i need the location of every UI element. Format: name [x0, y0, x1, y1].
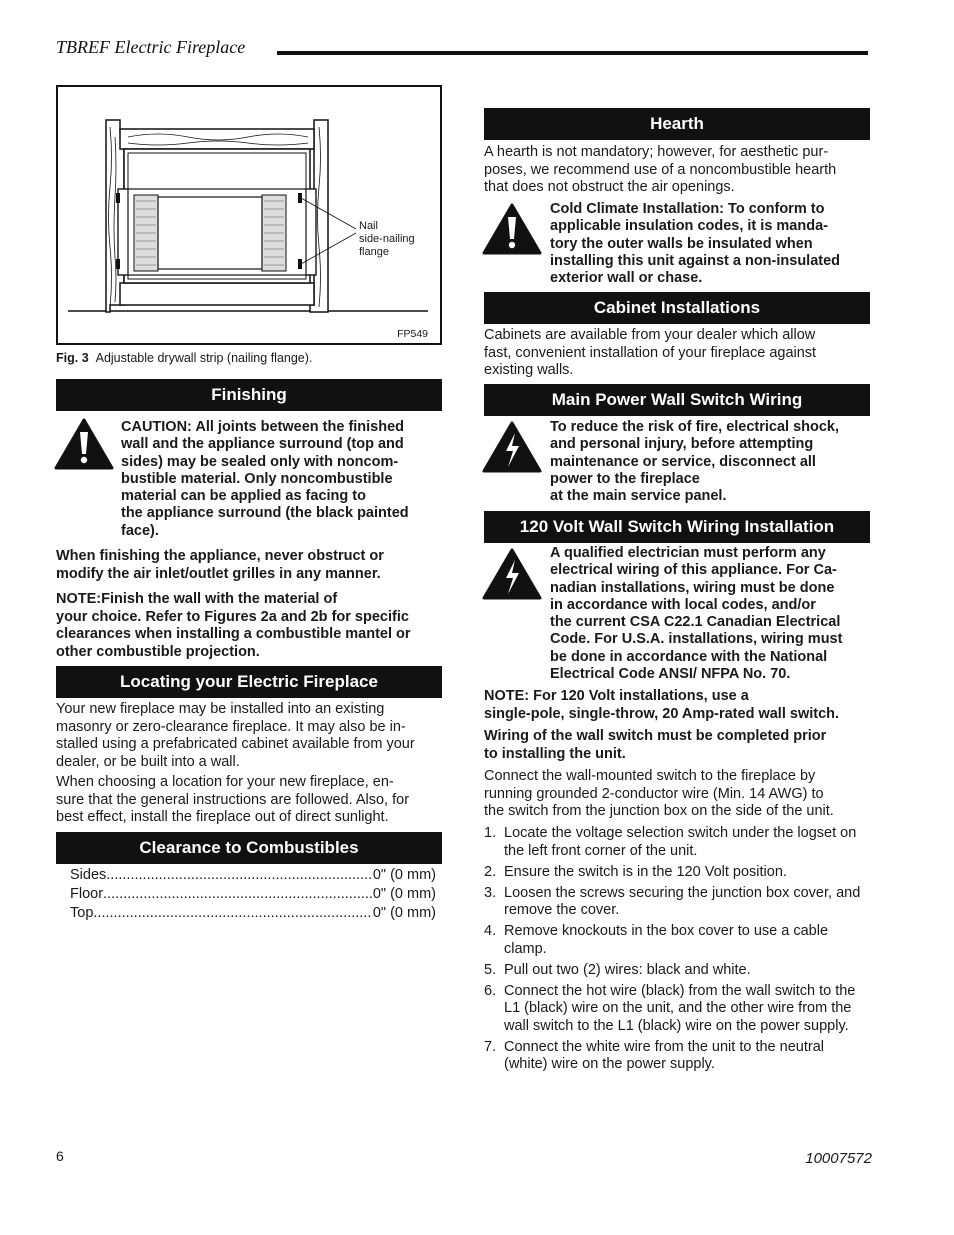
volt120-wiring-note: Wiring of the wall switch must be completed prior to installing the unit.	[484, 728, 827, 762]
nail-flange-label: Nail side-nailing flange	[359, 220, 415, 258]
main-power-heading: Main Power Wall Switch Wiring	[484, 384, 870, 416]
electrician-warning-icon	[482, 548, 542, 600]
figure-code: FP549	[397, 328, 428, 340]
figure-caption: Fig. 3 Adjustable drywall strip (nailing flange).	[56, 351, 313, 365]
volt120-note: NOTE: For 120 Volt installations, use a single-pole, single-throw, 20 Amp-rated wall switch.	[484, 688, 840, 722]
page-number: 6	[56, 1148, 64, 1164]
list-item: 3. Loosen the screws securing the junction box cover, and remove the cover.	[484, 884, 861, 918]
clearance-heading: Clearance to Combustibles	[56, 832, 442, 864]
hearth-heading: Hearth	[484, 108, 870, 140]
list-item: 2. Ensure the switch is in the 120 Volt position.	[484, 863, 787, 880]
finishing-note: NOTE:Finish the wall with the material of your choice. Refer to Figures 2a and 2b for specific clearances when installing a combustible mantel or other combustible projection.	[56, 591, 411, 660]
locating-para2: When choosing a location for your new fireplace, en- sure that the general instructions are followed. Also, for best effect, install the fireplace out of direct sunlight.	[56, 774, 410, 825]
main-power-warning-text: To reduce the risk of fire, electrical shock, and personal injury, before attempting maintenance or service, disconnect all power to the fireplace at the main service panel.	[550, 419, 840, 505]
volt120-warning-text: A qualified electrician must perform any electrical wiring of this appliance. For Ca- nadian installations, wiring must be done in accordance with local codes, and/or the current CSA C22.1 Canadian Electrical Code. For U.S.A. installations, wiring must be done in accordance with the National Electrical Code ANSI/ NFPA No. 70.	[550, 545, 843, 683]
finishing-heading: Finishing	[56, 379, 442, 411]
locating-heading: Locating your Electric Fireplace	[56, 666, 442, 698]
wiring-steps-list	[484, 825, 870, 1077]
clearance-row-sides: Sides ..... 0" (0 mm)	[70, 867, 436, 883]
list-item: 1. Locate the voltage selection switch under the logset on the left front corner of the unit.	[484, 825, 857, 859]
document-title: TBREF Electric Fireplace	[56, 37, 246, 57]
list-item: 7. Connect the white wire from the unit to the neutral (white) wire on the power supply.	[484, 1038, 824, 1072]
caution-warning-icon	[54, 418, 114, 470]
electrical-shock-warning-icon	[482, 421, 542, 473]
clearance-row-top: Top ..... 0" (0 mm)	[70, 905, 436, 921]
list-item: 4. Remove knockouts in the box cover to use a cable clamp.	[484, 923, 829, 957]
volt120-heading: 120 Volt Wall Switch Wiring Installation	[484, 511, 870, 543]
cold-climate-warning-icon	[482, 203, 542, 255]
clearance-row-floor: Floor ..... 0" (0 mm)	[70, 886, 436, 902]
hearth-para: A hearth is not mandatory; however, for aesthetic pur- poses, we recommend use of a noncombustible hearth that does not obstruct the air openings.	[484, 144, 837, 195]
hearth-warning-text: Cold Climate Installation: To conform to applicable insulation codes, it is manda- tory the outer walls be insulated when installing this unit against a non-insulated exterior wall or chase.	[550, 201, 841, 287]
fireplace-nailing-flange-diagram	[58, 87, 440, 343]
figure-box	[56, 85, 442, 345]
volt120-para: Connect the wall-mounted switch to the fireplace by running grounded 2-conductor wire (Min. 14 AWG) to the switch from the junction box on the side of the unit.	[484, 768, 834, 819]
locating-para1: Your new fireplace may be installed into an existing masonry or zero-clearance fireplace. It may also be in- stalled using a prefabricated cabinet available from your dealer, or be built into a wall.	[56, 701, 415, 770]
header-rule	[277, 51, 868, 55]
list-item: 6. Connect the hot wire (black) from the wall switch to the L1 (black) wire on the unit, and the other wire from the wall switch to the L1 (black) wire on the power supply.	[484, 982, 856, 1034]
cabinet-heading: Cabinet Installations	[484, 292, 870, 324]
document-number: 10007572	[805, 1150, 872, 1167]
cabinet-para: Cabinets are available from your dealer which allow fast, convenient installation of your fireplace against existing walls.	[484, 327, 817, 378]
finishing-caution-text: CAUTION: All joints between the finished wall and the appliance surround (top and sides) may be sealed only with noncom- bustible material. Only noncombustible material can be applied as facing to the appliance surround (the black painted face).	[121, 419, 409, 539]
list-item: 5. Pull out two (2) wires: black and white.	[484, 961, 751, 978]
finishing-para1: When finishing the appliance, never obstruct or modify the air inlet/outlet grilles in any manner.	[56, 548, 384, 582]
